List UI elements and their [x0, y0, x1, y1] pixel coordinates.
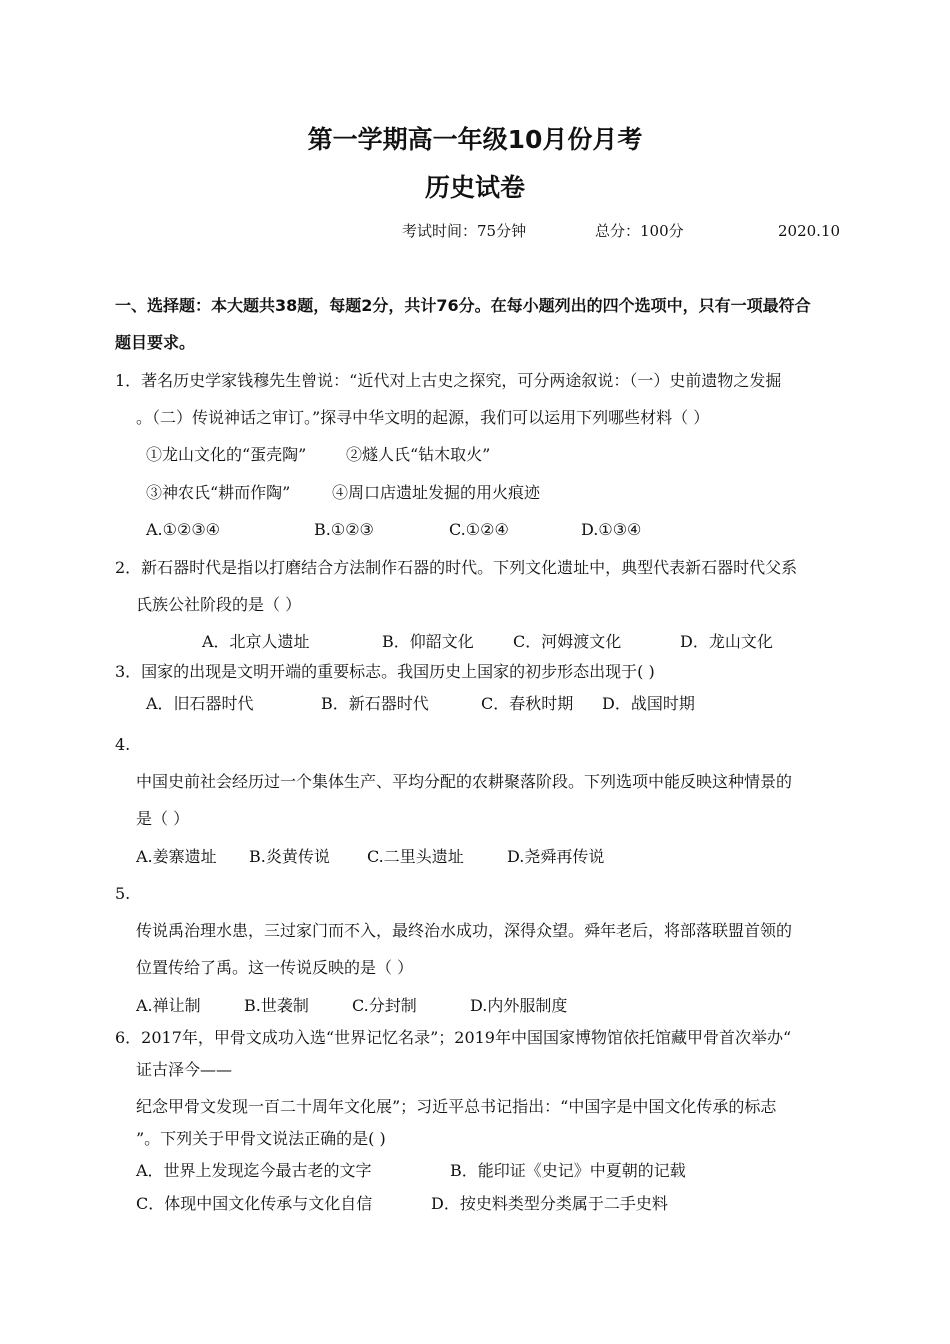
q6-option-d: D．按史料类型分类属于二手史料 — [431, 1194, 668, 1213]
q4-option-c: C.二里头遗址 — [367, 847, 464, 866]
exam-time: 考试时间：75分钟 — [402, 222, 527, 240]
q1-item-4: ④周口店遗址发掘的用火痕迹 — [332, 483, 541, 502]
q3-option-a: A．旧石器时代 — [146, 694, 254, 713]
q6-option-b: B．能印证《史记》中夏朝的记载 — [450, 1161, 686, 1180]
q4-number: 4. — [115, 735, 131, 754]
q1-option-b: B.①②③ — [314, 520, 374, 539]
q6-stem-line2: 证古泽今—— — [136, 1060, 233, 1079]
q1-item-3: ③神农氏“耕而作陶” — [146, 483, 291, 502]
q5-stem-line2: 位置传给了禹。这一传说反映的是（ ） — [136, 958, 414, 977]
q1-item-1: ①龙山文化的“蛋壳陶” — [146, 445, 307, 464]
q6-option-c: C．体现中国文化传承与文化自信 — [136, 1194, 373, 1213]
exam-date: 2020.10 — [778, 222, 841, 240]
q1-option-d: D.①③④ — [581, 520, 642, 539]
q1-option-c: C.①②④ — [449, 520, 509, 539]
q1-stem-line2: 。（二）传说神话之审订。”探寻中华文明的起源，我们可以运用下列哪些材料（ ） — [136, 408, 710, 427]
q3-option-c: C．春秋时期 — [481, 694, 574, 713]
q4-option-d: D.尧舜再传说 — [507, 847, 605, 866]
q5-number: 5. — [115, 884, 131, 903]
q2-stem-line1: 2．新石器时代是指以打磨结合方法制作石器的时代。下列文化遗址中，典型代表新石器时代父系 — [115, 558, 798, 577]
q1-option-a: A.①②③④ — [146, 520, 221, 539]
q2-option-c: C．河姆渡文化 — [513, 632, 622, 651]
q5-stem-line1: 传说禹治理水患，三过家门而不入，最终治水成功，深得众望。舜年老后，将部落联盟首领的 — [136, 921, 793, 940]
q5-option-d: D.内外服制度 — [470, 996, 568, 1015]
page-title: 第一学期高一年级10月份月考 — [307, 125, 643, 154]
q6-stem-line1: 6．2017年，甲骨文成功入选“世界记忆名录”；2019年中国国家博物馆依托馆藏甲骨首次举办“ — [115, 1028, 792, 1047]
q4-option-a: A.姜寨遗址 — [136, 847, 217, 866]
section-heading: 一、选择题：本大题共38题，每题2分，共计76分。在每小题列出的四个选项中，只有一项最符合 — [115, 296, 811, 315]
q4-stem-line2: 是（ ） — [136, 809, 190, 828]
page-subtitle: 历史试卷 — [424, 173, 525, 202]
q6-stem-line4: ”。下列关于甲骨文说法正确的是( ) — [136, 1129, 386, 1148]
section-heading-cont: 题目要求。 — [115, 333, 196, 352]
q5-option-a: A.禅让制 — [136, 996, 201, 1015]
q5-option-c: C.分封制 — [352, 996, 417, 1015]
total-score: 总分：100分 — [595, 222, 684, 240]
q6-option-a: A．世界上发现迄今最古老的文字 — [136, 1161, 372, 1180]
q4-option-b: B.炎黄传说 — [249, 847, 330, 866]
q3-stem-line1: 3．国家的出现是文明开端的重要标志。我国历史上国家的初步形态出现于( ) — [115, 662, 655, 681]
q1-stem-line1: 1．著名历史学家钱穆先生曾说：“近代对上古史之探究，可分两途叙说：（一）史前遗物之发掘 — [115, 371, 782, 390]
q1-item-2: ②燧人氏“钻木取火” — [346, 445, 491, 464]
q6-stem-line3: 纪念甲骨文发现一百二十周年文化展”；习近平总书记指出：“中国字是中国文化传承的标志 — [136, 1097, 777, 1116]
q3-option-b: B．新石器时代 — [321, 694, 429, 713]
q2-option-d: D．龙山文化 — [680, 632, 773, 651]
q5-option-b: B.世袭制 — [244, 996, 309, 1015]
q2-option-a: A．北京人遗址 — [202, 632, 310, 651]
q2-option-b: B．仰韶文化 — [382, 632, 474, 651]
q3-option-d: D．战国时期 — [602, 694, 695, 713]
q2-stem-line2: 氏族公社阶段的是（ ） — [136, 595, 302, 614]
q4-stem-line1: 中国史前社会经历过一个集体生产、平均分配的农耕聚落阶段。下列选项中能反映这种情景的 — [136, 772, 793, 791]
